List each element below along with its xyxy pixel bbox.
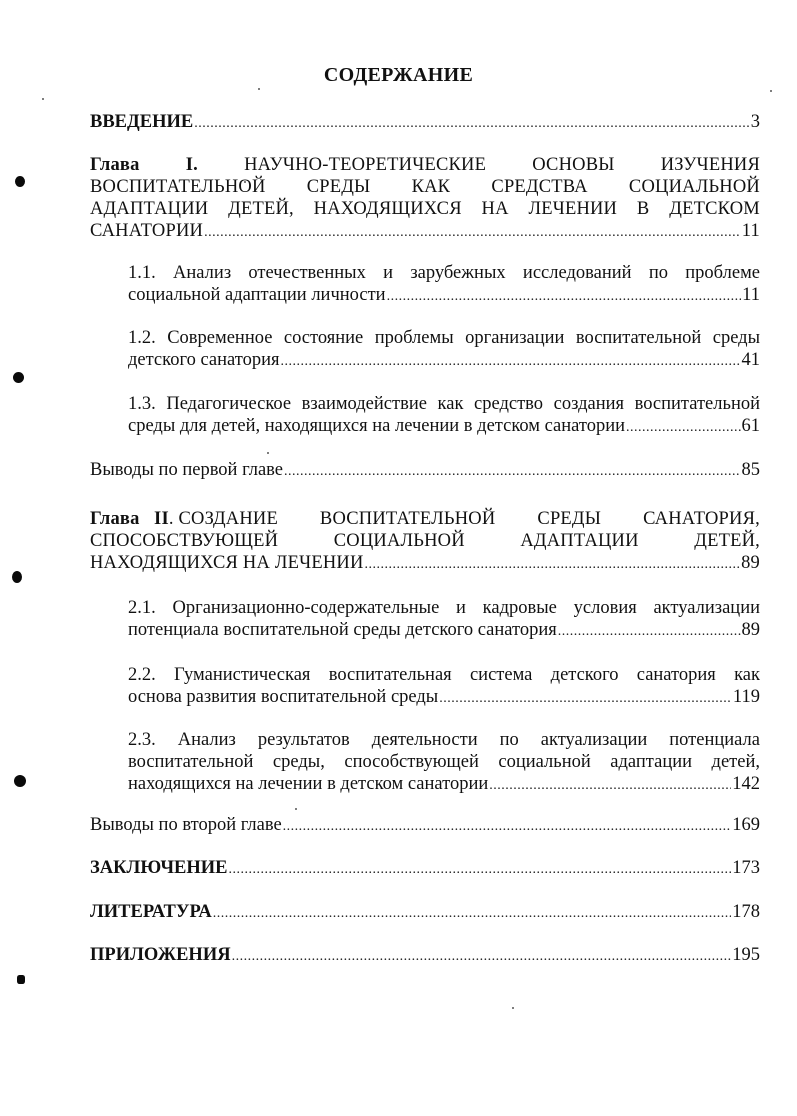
- toc-entry-label: ЛИТЕРАТУРА: [90, 902, 212, 922]
- dot-leader: [365, 554, 741, 576]
- word: ОСНОВЫ: [532, 155, 615, 175]
- word: СРЕДСТВА: [491, 177, 588, 197]
- section-last-line: [128, 415, 760, 439]
- toc-page-number: 3: [750, 112, 760, 132]
- scan-speck: [258, 88, 260, 90]
- toc-page-number: 142: [732, 774, 760, 794]
- word: НАУЧНО-ТЕОРЕТИЧЕСКИЕ: [244, 155, 487, 175]
- toc-page-number: 195: [732, 945, 760, 965]
- section-line: 2.3. Анализ результатов деятельности по актуализации потенциала: [128, 730, 760, 750]
- dot-leader: [439, 688, 732, 710]
- word: КАК: [411, 177, 451, 197]
- word: . СОЗДАНИЕ: [168, 509, 278, 529]
- toc-page-number: 89: [741, 553, 760, 573]
- toc-page-number: 61: [741, 416, 760, 436]
- binder-hole-mark: [15, 176, 25, 187]
- word: ЛЕЧЕНИИ: [528, 199, 618, 219]
- toc-entry-chapter-2-conclusions: [90, 814, 760, 838]
- word: АДАПТАЦИИ: [90, 199, 209, 219]
- word: НА: [481, 199, 509, 219]
- word: ВОСПИТАТЕЛЬНОЙ: [90, 177, 266, 197]
- toc-entry-label: Выводы по первой главе: [90, 460, 284, 480]
- scan-speck: [42, 98, 44, 100]
- scan-speck: [267, 452, 269, 454]
- dot-leader: [489, 775, 731, 797]
- chapter-1-line-1: [90, 154, 760, 176]
- word: САНАТОРИЯ,: [643, 509, 760, 529]
- toc-page-number: 89: [741, 620, 760, 640]
- toc-entry-literature: [90, 901, 760, 925]
- section-last-line: [128, 773, 760, 797]
- section-last-line: [128, 284, 760, 308]
- toc-page-number: 11: [742, 285, 760, 305]
- section-last-line: [128, 619, 760, 643]
- section-last-line: [128, 686, 760, 710]
- scan-speck: [295, 808, 297, 810]
- toc-entry-chapter-1: [90, 154, 760, 244]
- binder-hole-mark: [13, 372, 24, 383]
- toc-entry-section-2-3: [128, 729, 760, 797]
- chapter-prefix: Глава: [90, 155, 140, 175]
- toc-entry-section-1-2: [128, 327, 760, 373]
- toc-entry-section-1-3: [128, 393, 760, 439]
- section-line: 1.1. Анализ отечественных и зарубежных исследований по проблеме: [128, 263, 760, 283]
- binder-hole-mark: [14, 775, 26, 787]
- word: НАХОДЯЩИХСЯ: [313, 199, 462, 219]
- toc-entry-label: САНАТОРИИ: [90, 221, 204, 241]
- word: СРЕДЫ: [537, 509, 602, 529]
- section-line: 1.2. Современное состояние проблемы организации воспитательной среды: [128, 328, 760, 348]
- chapter-2-line-1: [90, 508, 760, 530]
- toc-page-number: 11: [741, 221, 760, 241]
- chapter-1-line-2: [90, 176, 760, 198]
- section-last-line: [128, 349, 760, 373]
- toc-entry-label: ВВЕДЕНИЕ: [90, 112, 194, 132]
- dot-leader: [283, 816, 732, 838]
- toc-page-number: 173: [732, 858, 760, 878]
- word: СОЦИАЛЬНОЙ: [628, 177, 760, 197]
- word: В: [636, 199, 650, 219]
- section-line: воспитательной среды, способствующей социальной адаптации детей,: [128, 752, 760, 772]
- dot-leader: [194, 113, 750, 135]
- dot-leader: [387, 286, 742, 308]
- toc-entry-label: основа развития воспитательной среды: [128, 687, 439, 707]
- binder-hole-mark: [12, 571, 22, 583]
- page-title: СОДЕРЖАНИЕ: [323, 64, 474, 86]
- dot-leader: [232, 946, 732, 968]
- section-line: 2.1. Организационно-содержательные и кадровые условия актуализации: [128, 598, 760, 618]
- word: ДЕТСКОМ: [669, 199, 760, 219]
- toc-entry-section-2-1: [128, 597, 760, 643]
- chapter-prefix: Глава: [90, 509, 140, 529]
- toc-entry-label: находящихся на лечении в детском санатории: [128, 774, 489, 794]
- toc-page-number: 41: [741, 350, 760, 370]
- section-line: 1.3. Педагогическое взаимодействие как средство создания воспитательной: [128, 394, 760, 414]
- toc-entry-label: ПРИЛОЖЕНИЯ: [90, 945, 231, 965]
- toc-page-number: 85: [741, 460, 760, 480]
- chapter-numeral: I.: [185, 155, 198, 175]
- word: ДЕТЕЙ,: [228, 199, 294, 219]
- dot-leader: [558, 621, 741, 643]
- toc-entry-label: детского санатория: [128, 350, 280, 370]
- toc-entry-label: Выводы по второй главе: [90, 815, 282, 835]
- binder-hole-mark: [17, 975, 25, 984]
- toc-entry-label: социальной адаптации личности: [128, 285, 386, 305]
- toc-entry-label: потенциала воспитательной среды детского санатория: [128, 620, 557, 640]
- toc-entry-label: ЗАКЛЮЧЕНИЕ: [90, 858, 228, 878]
- toc-entry-label: НАХОДЯЩИХСЯ НА ЛЕЧЕНИИ: [90, 553, 364, 573]
- chapter-1-last-line: [90, 220, 760, 244]
- scan-speck: [770, 90, 772, 92]
- toc-entry-section-2-2: [128, 664, 760, 710]
- chapter-2-line-2: [90, 530, 760, 552]
- dot-leader: [213, 903, 732, 925]
- chapter-1-line-3: [90, 198, 760, 220]
- toc-entry-introduction: [90, 111, 760, 135]
- chapter-2-last-line: [90, 552, 760, 576]
- word: ИЗУЧЕНИЯ: [660, 155, 760, 175]
- word: ДЕТЕЙ,: [694, 531, 760, 551]
- toc-entry-chapter-2: [90, 508, 760, 576]
- dot-leader: [204, 222, 741, 244]
- scan-speck: [512, 1007, 514, 1009]
- toc-entry-appendices: [90, 944, 760, 968]
- dot-leader: [229, 859, 732, 881]
- chapter-numeral: II: [154, 509, 169, 529]
- toc-entry-section-1-1: [128, 262, 760, 308]
- word: СРЕДЫ: [306, 177, 371, 197]
- toc-entry-chapter-1-conclusions: [90, 459, 760, 483]
- word: СОЦИАЛЬНОЙ: [333, 531, 465, 551]
- toc-entry-label: среды для детей, находящихся на лечении в детском санатории: [128, 416, 626, 436]
- dot-leader: [280, 351, 740, 373]
- dot-leader: [284, 461, 740, 483]
- section-line: 2.2. Гуманистическая воспитательная система детского санатория как: [128, 665, 760, 685]
- toc-entry-conclusion: [90, 857, 760, 881]
- toc-page-number: 178: [732, 902, 760, 922]
- toc-page-number: 119: [732, 687, 760, 707]
- word: ВОСПИТАТЕЛЬНОЙ: [319, 509, 496, 529]
- word: АДАПТАЦИИ: [520, 531, 639, 551]
- toc-page-number: 169: [732, 815, 760, 835]
- dot-leader: [626, 417, 740, 439]
- word: СПОСОБСТВУЮЩЕЙ: [90, 531, 279, 551]
